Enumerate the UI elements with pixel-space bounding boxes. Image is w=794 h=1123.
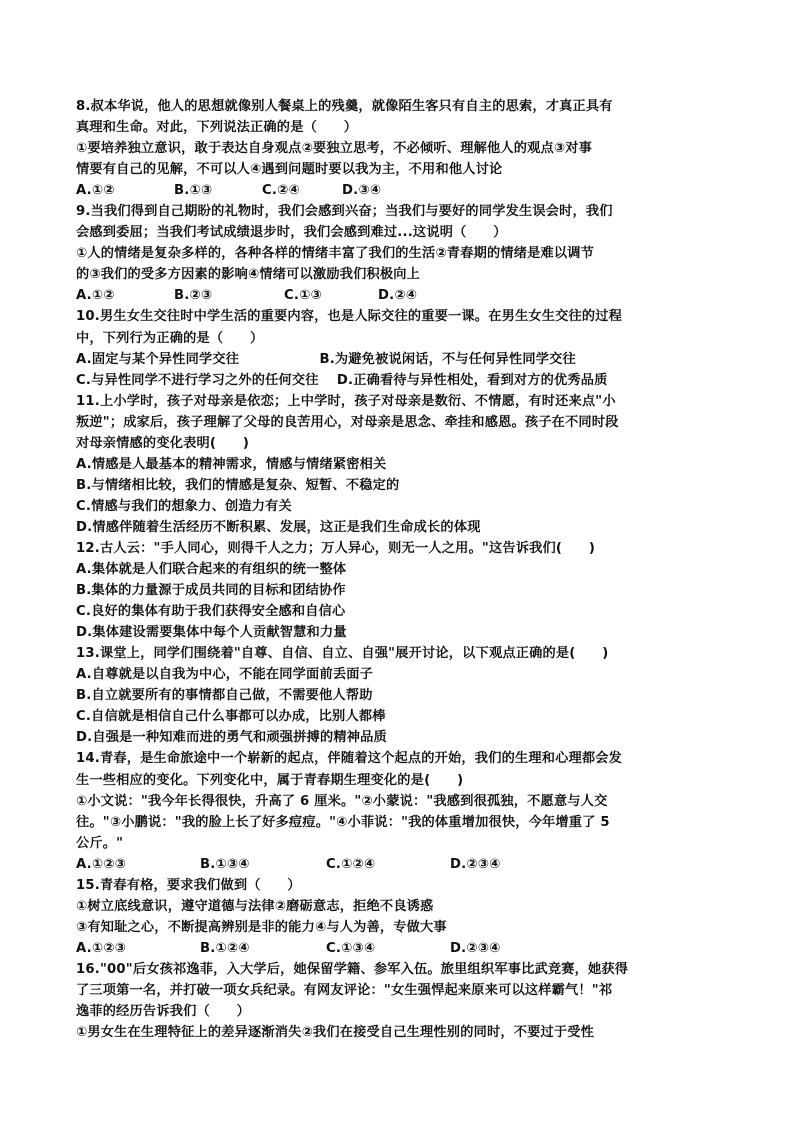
question-9-option-c: C.①③ [284, 288, 322, 304]
question-14-line-2: 生一些相应的变化。下列变化中，属于青春期生理变化的是( ) [76, 772, 464, 788]
question-16-line-1: 16."00"后女孩祁逸菲，入大学后，她保留学籍、参军入伍。旅里组织军事比武竞赛，她获得 [76, 961, 629, 977]
question-9-option-a: A.①② [76, 288, 115, 304]
question-13-option-a: A.自尊就是以自我为中心，不能在同学面前丢面子 [76, 667, 373, 683]
question-9-line-1: 9.当我们得到自己期盼的礼物时，我们会感到兴奋；当我们与要好的同学发生误会时，我们 [76, 204, 613, 220]
question-16-line-4: ①男女生在生理特征上的差异逐渐消失②我们在接受自己生理性别的同时，不要过于受性 [76, 1025, 595, 1041]
question-10-options-cd: C.与异性同学不进行学习之外的任何交往 D.正确看待与异性相处，看到对方的优秀品质 [76, 372, 608, 388]
question-9-line-2: 会感到委屈；当我们考试成绩退步时，我们会感到难过...这说明（ ） [76, 225, 507, 241]
question-8 [76, 96, 726, 201]
question-8-option-d: D.③④ [342, 183, 382, 199]
question-11-option-a: A.情感是人最基本的精神需求，情感与情绪紧密相关 [76, 456, 387, 472]
question-14 [76, 748, 726, 874]
question-12-option-b: B.集体的力量源于成员共同的目标和团结协作 [76, 583, 346, 599]
question-15-line-1: 15.青春有格，要求我们做到（ ） [76, 877, 301, 893]
question-10 [76, 306, 726, 390]
question-8-line-2: 真理和生命。对此，下列说法正确的是（ ） [76, 120, 358, 136]
question-14-line-1: 14.青春，是生命旅途中一个崭新的起点，伴随着这个起点的开始，我们的生理和心理都会发 [76, 751, 623, 767]
question-16-line-3: 逸菲的经历告诉我们（ ） [76, 1004, 251, 1020]
question-8-option-b: B.①③ [174, 183, 213, 199]
question-10-line-2: 中，下列行为正确的是（ ） [76, 330, 264, 346]
question-16-line-2: 了三项第一名，并打破一项女兵纪录。有网友评论："女生强悍起来原来可以这样霸气！"祁 [76, 982, 613, 998]
question-12-line-1: 12.古人云："手人同心，则得千人之力；万人异心，则无一人之用。"这告诉我们( ) [76, 540, 596, 556]
question-15 [76, 875, 726, 959]
question-9-options [76, 285, 726, 306]
question-11-option-c: C.情感与我们的想象力、创造力有关 [76, 498, 292, 514]
question-14-options [76, 854, 726, 875]
question-9-option-d: D.②④ [378, 288, 418, 304]
question-10-line-1: 10.男生女生交往时中学生活的重要内容，也是人际交往的重要一课。在男生女生交往的过程 [76, 309, 623, 325]
question-15-options [76, 938, 726, 959]
question-11-line-2: 叛逆"；成家后，孩子理解了父母的良苦用心，对母亲是思念、牵挂和感恩。孩子在不同时段 [76, 414, 619, 430]
question-14-option-d: D.②③④ [450, 856, 501, 872]
question-13-option-c: C.自信就是相信自己什么事都可以办成，比别人都棒 [76, 709, 386, 725]
question-14-line-4: 往。"③小鹏说："我的脸上长了好多痘痘。"④小菲说："我的体重增加很快，今年增重了 5 [76, 814, 610, 830]
question-15-line-2: ①树立底线意识，遵守道德与法律②磨砺意志，拒绝不良诱惑 [76, 898, 434, 914]
question-8-option-a: A.①② [76, 183, 115, 199]
exam-page [76, 96, 726, 1043]
question-14-option-b: B.①③④ [200, 856, 250, 872]
question-12-option-a: A.集体就是人们联合起来的有组织的统一整体 [76, 562, 347, 578]
question-9 [76, 201, 726, 306]
question-12-option-c: C.良好的集体有助于我们获得安全感和自信心 [76, 604, 346, 620]
question-15-option-a: A.①②③ [76, 940, 126, 956]
question-14-option-a: A.①②③ [76, 856, 126, 872]
question-8-options [76, 180, 726, 201]
question-15-option-b: B.①②④ [200, 940, 250, 956]
question-11-option-b: B.与情绪相比较，我们的情感是复杂、短暂、不稳定的 [76, 477, 400, 493]
question-11-option-d: D.情感伴随着生活经历不断积累、发展，这正是我们生命成长的体现 [76, 519, 481, 535]
question-9-line-4: 的③我们的受多方因素的影响④情绪可以激励我们积极向上 [76, 267, 421, 283]
question-11 [76, 391, 726, 538]
question-11-line-1: 11.上小学时，孩子对母亲是依恋；上中学时，孩子对母亲是数衍、不情愿，有时还来点"小 [76, 393, 616, 409]
question-8-option-c: C.②④ [262, 183, 300, 199]
question-10-options-ab: A.固定与某个异性同学交往 B.为避免被说闲话，不与任何异性同学交往 [76, 351, 576, 367]
question-9-line-3: ①人的情绪是复杂多样的，各种各样的情绪丰富了我们的生活②青春期的情绪是难以调节 [76, 246, 595, 262]
question-8-line-3: ①要培养独立意识，敢于表达自身观点②要独立思考，不必倾听、理解他人的观点③对事 [76, 141, 593, 157]
question-8-line-1: 8.叔本华说，他人的思想就像别人餐桌上的残羹，就像陌生客只有自主的思索，才真正具有 [76, 99, 613, 114]
question-14-option-c: C.①②④ [326, 856, 376, 872]
question-15-option-d: D.②③④ [450, 940, 501, 956]
question-15-option-c: C.①③④ [326, 940, 376, 956]
question-14-line-5: 公斤。" [76, 835, 124, 851]
question-13-line-1: 13.课堂上，同学们围绕着"自尊、自信、自立、自强"展开讨论，以下观点正确的是( ) [76, 646, 609, 662]
question-11-line-3: 对母亲情感的变化表明( ) [76, 435, 250, 451]
question-16 [76, 959, 726, 1043]
question-12 [76, 538, 726, 643]
question-13-option-d: D.自强是一种知难而进的勇气和顽强拼搏的精神品质 [76, 730, 387, 746]
question-9-option-b: B.②③ [174, 288, 213, 304]
question-14-line-3: ①小文说："我今年长得很快，升高了 6 厘米。"②小蒙说："我感到很孤独，不愿意与人交 [76, 793, 608, 809]
question-12-option-d: D.集体建设需要集体中每个人贡献智慧和力量 [76, 625, 347, 641]
question-13 [76, 643, 726, 748]
question-15-line-3: ③有知耻之心，不断提高辨别是非的能力④与人为善，专做大事 [76, 919, 447, 935]
question-13-option-b: B.自立就要所有的事情都自己做，不需要他人帮助 [76, 688, 373, 704]
question-8-line-4: 情要有自己的见解，不可以人④遇到问题时要以我为主，不用和他人讨论 [76, 162, 503, 178]
